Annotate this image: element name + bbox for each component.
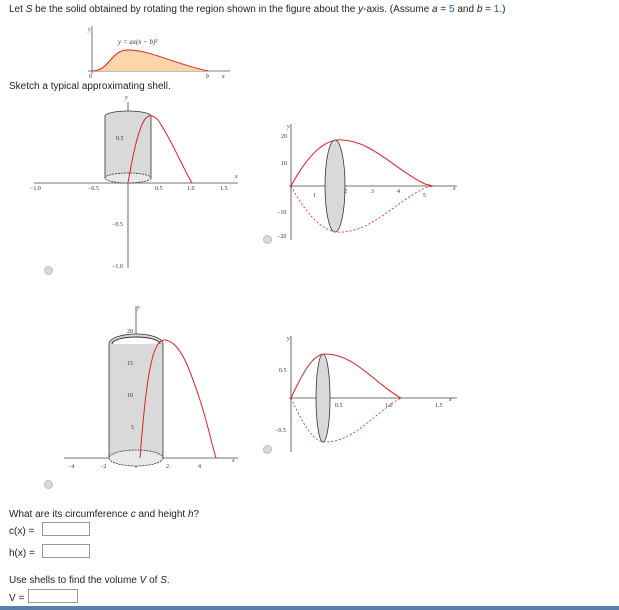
- option-c-tick-y-1: 15: [127, 361, 133, 367]
- option-b-x-label: x: [453, 186, 456, 192]
- option-c-radio[interactable]: [44, 480, 53, 489]
- option-b-tick-y-0: 20: [281, 134, 287, 140]
- option-a-x-label: x: [235, 174, 238, 180]
- option-c-graph[interactable]: [60, 300, 250, 472]
- option-a-tick-x-4: 1.5: [220, 186, 228, 192]
- c-input[interactable]: [42, 522, 90, 536]
- region-figure: [80, 22, 240, 80]
- region-equation: y = ax(x − b)²: [118, 38, 158, 46]
- option-d-tick-y-1: −0.5: [275, 428, 286, 434]
- option-c-y-label: y: [137, 305, 140, 311]
- option-b-tick-x-2: 3: [371, 189, 374, 195]
- option-b-tick-x-1: 2: [344, 189, 347, 195]
- region-b-label: b: [206, 74, 209, 80]
- v-label: V =: [9, 593, 25, 604]
- option-a-tick-y-1: −0.5: [112, 222, 123, 228]
- option-d-y-label: y: [287, 336, 290, 342]
- option-c-tick-x-0: −4: [68, 464, 75, 470]
- option-b-tick-x-3: 4: [397, 189, 400, 195]
- option-b-tick-y-1: 10: [281, 161, 287, 167]
- b-value: 1: [493, 4, 500, 15]
- option-d-radio[interactable]: [263, 445, 272, 454]
- option-c-tick-x-2: 2: [166, 464, 169, 470]
- option-b-curve: [291, 140, 433, 186]
- option-a-y-label: y: [125, 95, 128, 101]
- sketch-prompt: Sketch a typical approximating shell.: [9, 81, 171, 92]
- c-label: c(x) =: [9, 526, 35, 537]
- option-b-graph[interactable]: [275, 120, 465, 242]
- option-b-tick-y-3: −20: [277, 234, 287, 240]
- option-b-tick-x-0: 1: [313, 193, 316, 199]
- option-d-graph[interactable]: [275, 332, 465, 454]
- option-a-tick-x-3: 1.0: [187, 186, 195, 192]
- region-y-label: y: [88, 27, 91, 33]
- option-c-tick-x-3: 4: [198, 464, 201, 470]
- option-d-curve: [291, 354, 401, 398]
- v-input[interactable]: [28, 589, 78, 603]
- h-label: h(x) =: [9, 548, 35, 559]
- region-origin-label: 0: [89, 74, 92, 80]
- option-c-tick-y-0: 20: [127, 329, 133, 335]
- option-a-tick-x-1: −0.5: [88, 186, 99, 192]
- a-value: 5: [449, 4, 455, 15]
- option-a-tick-y-0: 0.5: [116, 136, 124, 142]
- option-a-tick-x-2: 0.5: [155, 186, 163, 192]
- option-c-x-label: x: [232, 458, 235, 464]
- region-x-label: x: [222, 74, 225, 80]
- h-input[interactable]: [42, 544, 90, 558]
- option-c-tick-y-2: 10: [127, 393, 133, 399]
- option-d-tick-x-0: 0.5: [335, 403, 343, 409]
- page-bottom-bar: [0, 606, 619, 610]
- option-d-tick-x-1: 1.0: [385, 403, 393, 409]
- option-b-tick-y-2: −10: [277, 210, 287, 216]
- option-b-tick-x-4: 5: [423, 193, 426, 199]
- circumference-question: What are its circumference c and height h?: [9, 509, 200, 520]
- option-d-x-label: x: [449, 397, 452, 403]
- option-d-tick-y-0: 0.5: [279, 368, 287, 374]
- option-a-tick-y-2: −1.0: [112, 264, 123, 270]
- problem-intro: Let S be the solid obtained by rotating the region shown in the figure about the y-axis. (Assume a = 5 and b = 1.): [9, 4, 506, 15]
- option-a-graph[interactable]: [30, 92, 250, 274]
- option-c-tick-x-1: −2: [100, 464, 107, 470]
- option-d-tick-x-2: 1.5: [435, 403, 443, 409]
- option-a-tick-x-0: −1.0: [30, 186, 41, 192]
- option-b-y-label: y: [287, 124, 290, 130]
- option-b-radio[interactable]: [263, 235, 272, 244]
- volume-prompt: Use shells to find the volume V of S.: [9, 575, 170, 586]
- option-c-tick-y-3: 5: [131, 425, 134, 431]
